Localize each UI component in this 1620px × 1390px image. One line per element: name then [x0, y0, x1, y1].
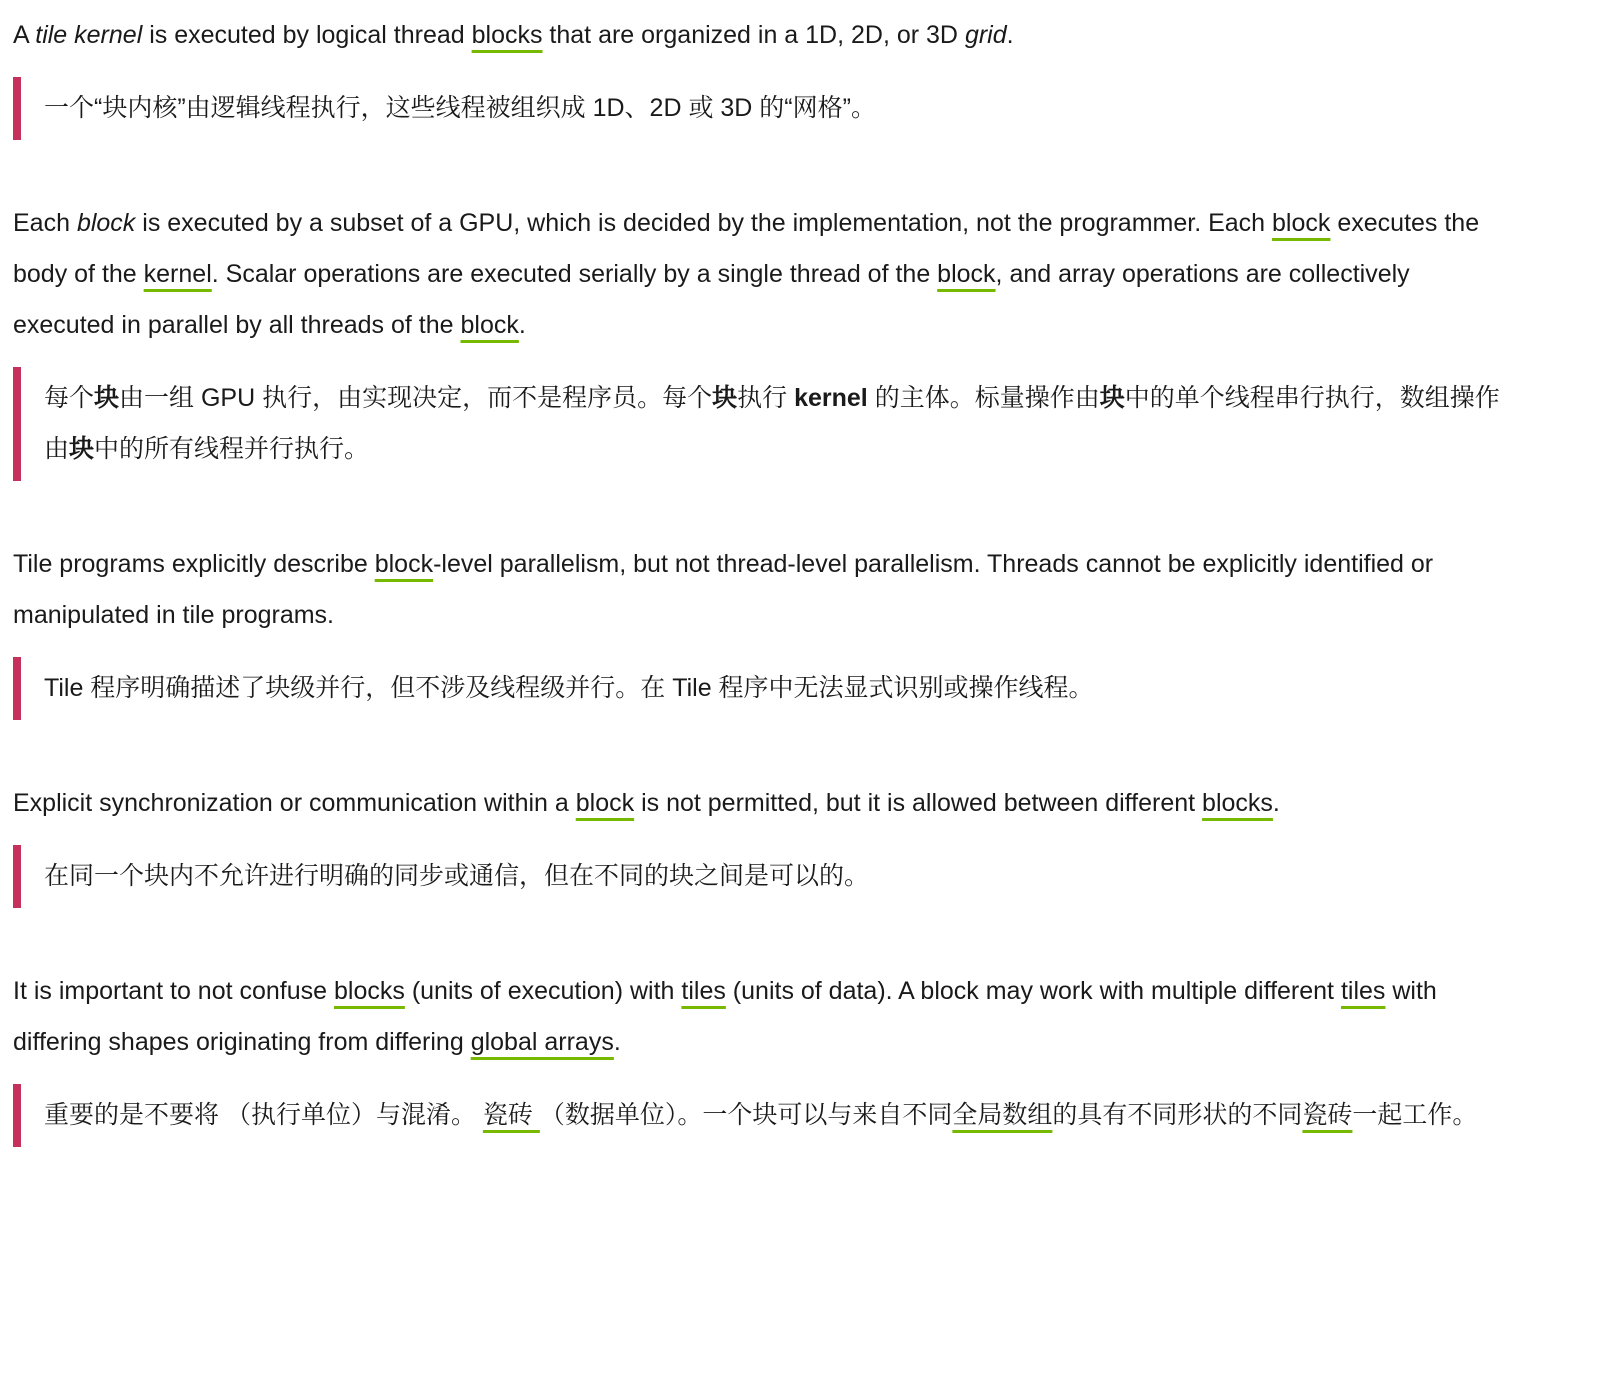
inline-link[interactable]: block: [1272, 209, 1331, 237]
text-run: .: [518, 311, 526, 339]
text-run: .: [1272, 789, 1280, 817]
text-run: that are organized in a 1D, 2D, or 3D: [542, 21, 965, 49]
inline-link[interactable]: kernel: [143, 260, 212, 288]
text-run: 中的单个线程串行执行，数组操作由: [44, 384, 1500, 463]
text-run: 执行: [737, 384, 795, 412]
bold-text: 块: [94, 384, 120, 412]
translation-quote-blocks-vs-tiles: [13, 1084, 1510, 1147]
bold-text: kernel: [794, 384, 868, 412]
text-run: executes the body of the: [13, 209, 1480, 288]
translation-quote-tile-kernel: [13, 77, 1510, 140]
inline-link[interactable]: 全局数组: [952, 1101, 1053, 1129]
paragraph-tile-kernel: [13, 10, 1510, 61]
inline-link[interactable]: 瓷砖: [1302, 1101, 1353, 1129]
text-run: (units of data). A block may work with multiple different: [725, 977, 1341, 1005]
text-run: is executed by logical thread: [142, 21, 472, 49]
text-run: 在同一个块内不允许进行明确的同步或通信，但在不同的块之间是可以的。: [44, 862, 870, 890]
text-run: is not permitted, but it is allowed between different: [634, 789, 1203, 817]
inline-link[interactable]: block: [937, 260, 996, 288]
inline-link[interactable]: blocks: [471, 21, 543, 49]
translation-quote-block-execution: [13, 367, 1510, 481]
text-run: is executed by a subset of a GPU, which is decided by the implementation, not the programmer. Each: [135, 209, 1273, 237]
text-run: Each: [13, 209, 77, 237]
text-run: 一起工作。: [1352, 1101, 1478, 1129]
text-run: .: [613, 1028, 621, 1056]
text-run: . Scalar operations are executed serially by a single thread of the: [211, 260, 938, 288]
inline-link[interactable]: global arrays: [470, 1028, 614, 1056]
text-run: （数据单位）。一个块可以与来自不同: [539, 1101, 953, 1129]
bold-text: 块: [1099, 384, 1125, 412]
inline-link[interactable]: block: [460, 311, 519, 339]
text-run: 的具有不同形状的不同: [1052, 1101, 1303, 1129]
inline-link[interactable]: blocks: [1202, 789, 1273, 817]
text-run: 由一组 GPU 执行，由实现决定，而不是程序员。每个: [119, 384, 713, 412]
text-run: , and array operations are collectively executed in parallel by all threads of the: [13, 260, 1410, 339]
text-run: (units of execution) with: [404, 977, 682, 1005]
text-run: 每个: [44, 384, 95, 412]
text-run: It is important to not confuse: [13, 977, 334, 1005]
text-run: 重要的是不要将 （执行单位）与混淆。: [44, 1101, 483, 1129]
text-run: Explicit synchronization or communication within a: [13, 789, 576, 817]
inline-link[interactable]: tiles: [681, 977, 726, 1005]
emphasis-text: grid: [964, 21, 1007, 49]
inline-link[interactable]: blocks: [334, 977, 405, 1005]
text-run: 的主体。标量操作由: [867, 384, 1100, 412]
text-run: Tile programs explicitly describe: [13, 550, 375, 578]
translation-quote-synchronization: [13, 845, 1510, 908]
emphasis-text: tile kernel: [35, 21, 143, 49]
text-run: .: [1006, 21, 1014, 49]
inline-link[interactable]: tiles: [1340, 977, 1386, 1005]
translation-quote-tile-programs: [13, 657, 1510, 720]
paragraph-synchronization: [13, 778, 1510, 829]
inline-link[interactable]: block: [575, 789, 635, 817]
text-run: -level parallelism, but not thread-level parallelism. Threads cannot be explicitly identified or manipulated in tile programs.: [13, 550, 1434, 629]
paragraph-tile-programs: [13, 539, 1510, 641]
text-run: 一个“块内核”由逻辑线程执行，这些线程被组织成 1D、2D 或 3D 的“网格”。: [44, 94, 876, 122]
text-run: A: [13, 21, 36, 49]
paragraph-block-execution: [13, 198, 1510, 351]
inline-link[interactable]: 瓷砖: [482, 1101, 540, 1129]
paragraph-blocks-vs-tiles: [13, 966, 1510, 1068]
inline-link[interactable]: block: [374, 550, 434, 578]
text-run: with differing shapes originating from differing: [13, 977, 1437, 1056]
bold-text: 块: [69, 435, 95, 463]
bold-text: 块: [712, 384, 738, 412]
emphasis-text: block: [76, 209, 136, 237]
text-run: 中的所有线程并行执行。: [94, 435, 370, 463]
text-run: Tile 程序明确描述了块级并行，但不涉及线程级并行。在 Tile 程序中无法显式识别或操作线程。: [44, 674, 1094, 702]
